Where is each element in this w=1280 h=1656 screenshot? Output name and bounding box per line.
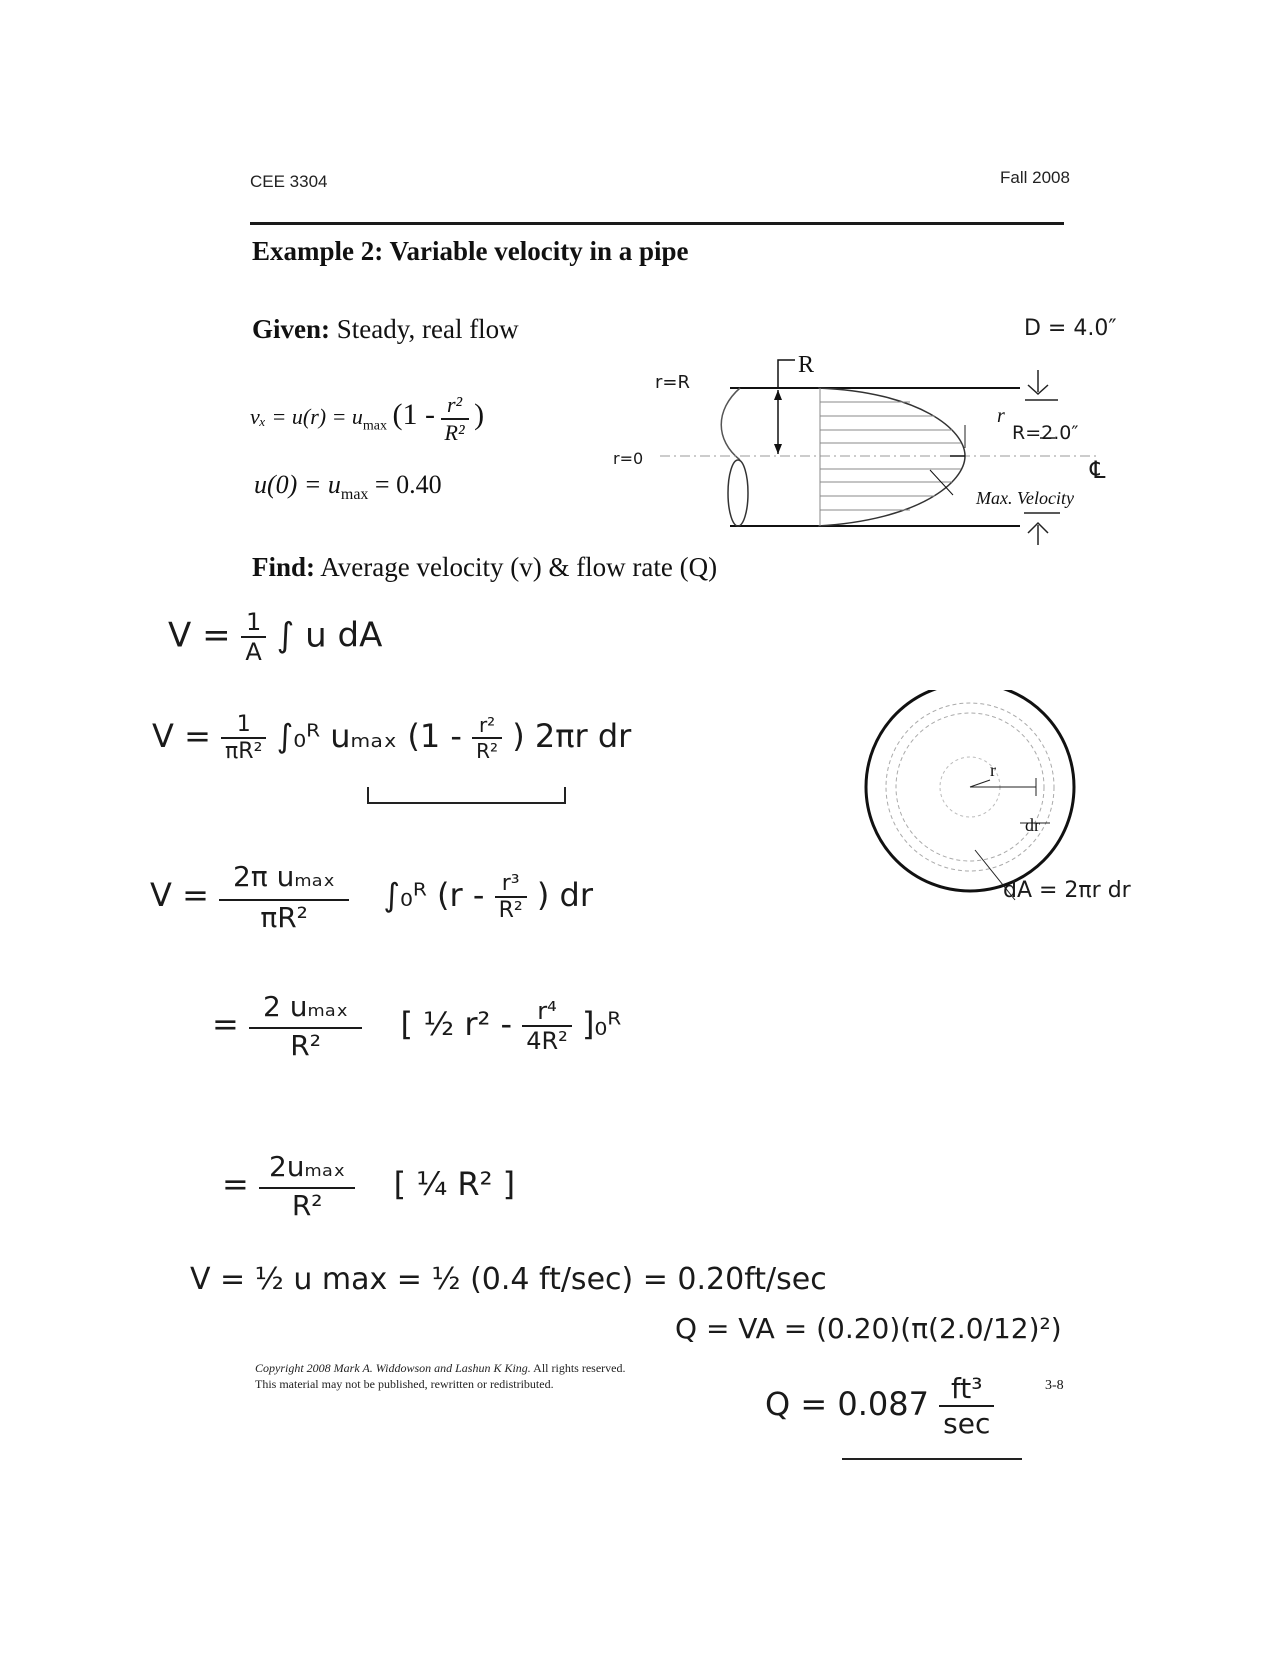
pipe-velocity-figure [620, 330, 1140, 560]
line4-body: [ ½ r² - [400, 1005, 513, 1043]
line5-fraction: $\frac{\text{2uₘₐₓ}}{\text{R²}}$ [259, 1150, 355, 1222]
line4-lhs: = [212, 1005, 239, 1043]
circle-r-label: r [990, 760, 996, 780]
pipe-cross-section [866, 690, 1074, 891]
find-line [252, 552, 717, 583]
line3-fraction: $\frac{\text{2π uₘₐₓ}}{\text{πR²}}$ [219, 860, 349, 934]
velocity-profile-curve [818, 388, 965, 526]
course-code: CEE 3304 [250, 172, 328, 191]
given-text: Steady, real flow [336, 314, 519, 344]
copyright-restriction: This material may not be published, rewritten or redistributed. [255, 1377, 554, 1392]
line4-inner-fraction: $\frac{\text{r⁴}}{\text{4R²}}$ [522, 997, 572, 1055]
radius-arrow-head-bottom [774, 444, 782, 454]
eq1-sub: max [362, 418, 388, 434]
line5-body: [ ¼ R² ] [393, 1165, 516, 1203]
answer-units: $\frac{\text{ft³}}{\sec}$ [939, 1372, 994, 1440]
line2-inner-fraction: $\frac{\text{r²}}{\text{R²}}$ [472, 713, 502, 763]
r-label: r [997, 405, 1005, 427]
max-velocity-label: Max. Velocity [976, 488, 1074, 508]
line5-lhs: = [222, 1165, 249, 1203]
r-arrow-tail [970, 780, 990, 787]
line3-tail: ) dr [536, 876, 593, 914]
line1-fraction: $\frac{1}{A}$ [241, 608, 265, 666]
solution-line-1 [168, 608, 382, 666]
radius-value-label: R=2.0″ [1012, 422, 1079, 444]
page-title: Example 2: Variable velocity in a pipe [252, 236, 689, 266]
eq1-fraction [441, 392, 469, 446]
given-label: Given: [252, 314, 330, 344]
given-line [252, 314, 519, 345]
line3-inner-fraction: $\frac{\text{r³}}{\text{R²}}$ [495, 871, 527, 923]
copyright-authors: Copyright 2008 Mark A. Widdowson and Lashun K King. [255, 1361, 531, 1375]
header-rule [250, 222, 1064, 225]
line3-body: (r - [437, 876, 485, 914]
find-text: Average velocity (v) & flow rate (Q) [320, 552, 718, 582]
line2-lhs: V = [152, 717, 211, 755]
page-number: 3-8 [1045, 1378, 1064, 1393]
solution-line-7: Q = VA = (0.20)(π(2.0/12)²) [675, 1312, 1062, 1345]
r-equals-R-label: r=R [655, 372, 690, 393]
line4-tail: ]₀ᴿ [581, 1005, 622, 1043]
term: Fall 2008 [1000, 168, 1070, 187]
solution-line-5 [222, 1150, 515, 1222]
eq1-lhs: vₓ = u(r) = u [250, 404, 363, 430]
line3-lhs: V = [150, 876, 209, 914]
find-label: Find: [252, 552, 316, 582]
line2-tail: ) 2πr dr [512, 717, 632, 755]
pipe-end-upper [721, 388, 740, 460]
cross-section-figure [850, 690, 1180, 910]
radius-arrow-head-top [774, 390, 782, 400]
centerline-symbol: ℄ [1090, 456, 1106, 484]
r-equals-0-label: r=0 [613, 449, 644, 468]
R-label: R [798, 352, 815, 378]
dr-label: dr [1025, 815, 1040, 835]
answer-lhs: Q = 0.087 [765, 1385, 929, 1423]
diameter-label: D = 4.0″ [1024, 316, 1117, 341]
solution-line-4 [212, 990, 621, 1062]
copyright-notice [255, 1360, 775, 1392]
eq2-rhs: = 0.40 [374, 470, 442, 499]
eq1-paren-open: (1 - [392, 398, 436, 432]
pipe-end-ellipse [728, 460, 748, 526]
line1-lhs: V = [168, 615, 231, 656]
answer-underline [842, 1458, 1022, 1460]
line3-integral: ∫₀ᴿ [383, 876, 427, 914]
line2-fraction: $\frac{1}{\text{πR²}}$ [221, 712, 266, 764]
dA-label: dA = 2πr dr [1003, 878, 1131, 903]
solution-line-3 [150, 860, 593, 934]
eq2-lhs: u(0) = u [254, 470, 341, 499]
velocity-profile-equation [250, 392, 484, 446]
line2-integral: ∫₀ᴿ [276, 717, 321, 755]
bracket-underline [365, 785, 575, 810]
solution-line-2 [152, 712, 631, 764]
umax-equation [254, 470, 442, 504]
eq1-num: r² [441, 392, 469, 420]
line1-rhs: ∫ u dA [276, 615, 383, 656]
copyright-rights: All rights reserved. [533, 1361, 626, 1375]
eq1-paren-close: ) [474, 398, 485, 432]
final-answer [765, 1372, 994, 1440]
eq2-sub: max [340, 486, 369, 504]
solution-line-6: V = ½ u max = ½ (0.4 ft/sec) = 0.20ft/sec [190, 1262, 827, 1297]
line4-fraction: $\frac{\text{2 uₘₐₓ}}{\text{R²}}$ [249, 990, 362, 1062]
line2-body: uₘₐₓ (1 - [330, 717, 462, 755]
eq1-den: R² [444, 420, 465, 445]
R-leader [778, 360, 795, 388]
